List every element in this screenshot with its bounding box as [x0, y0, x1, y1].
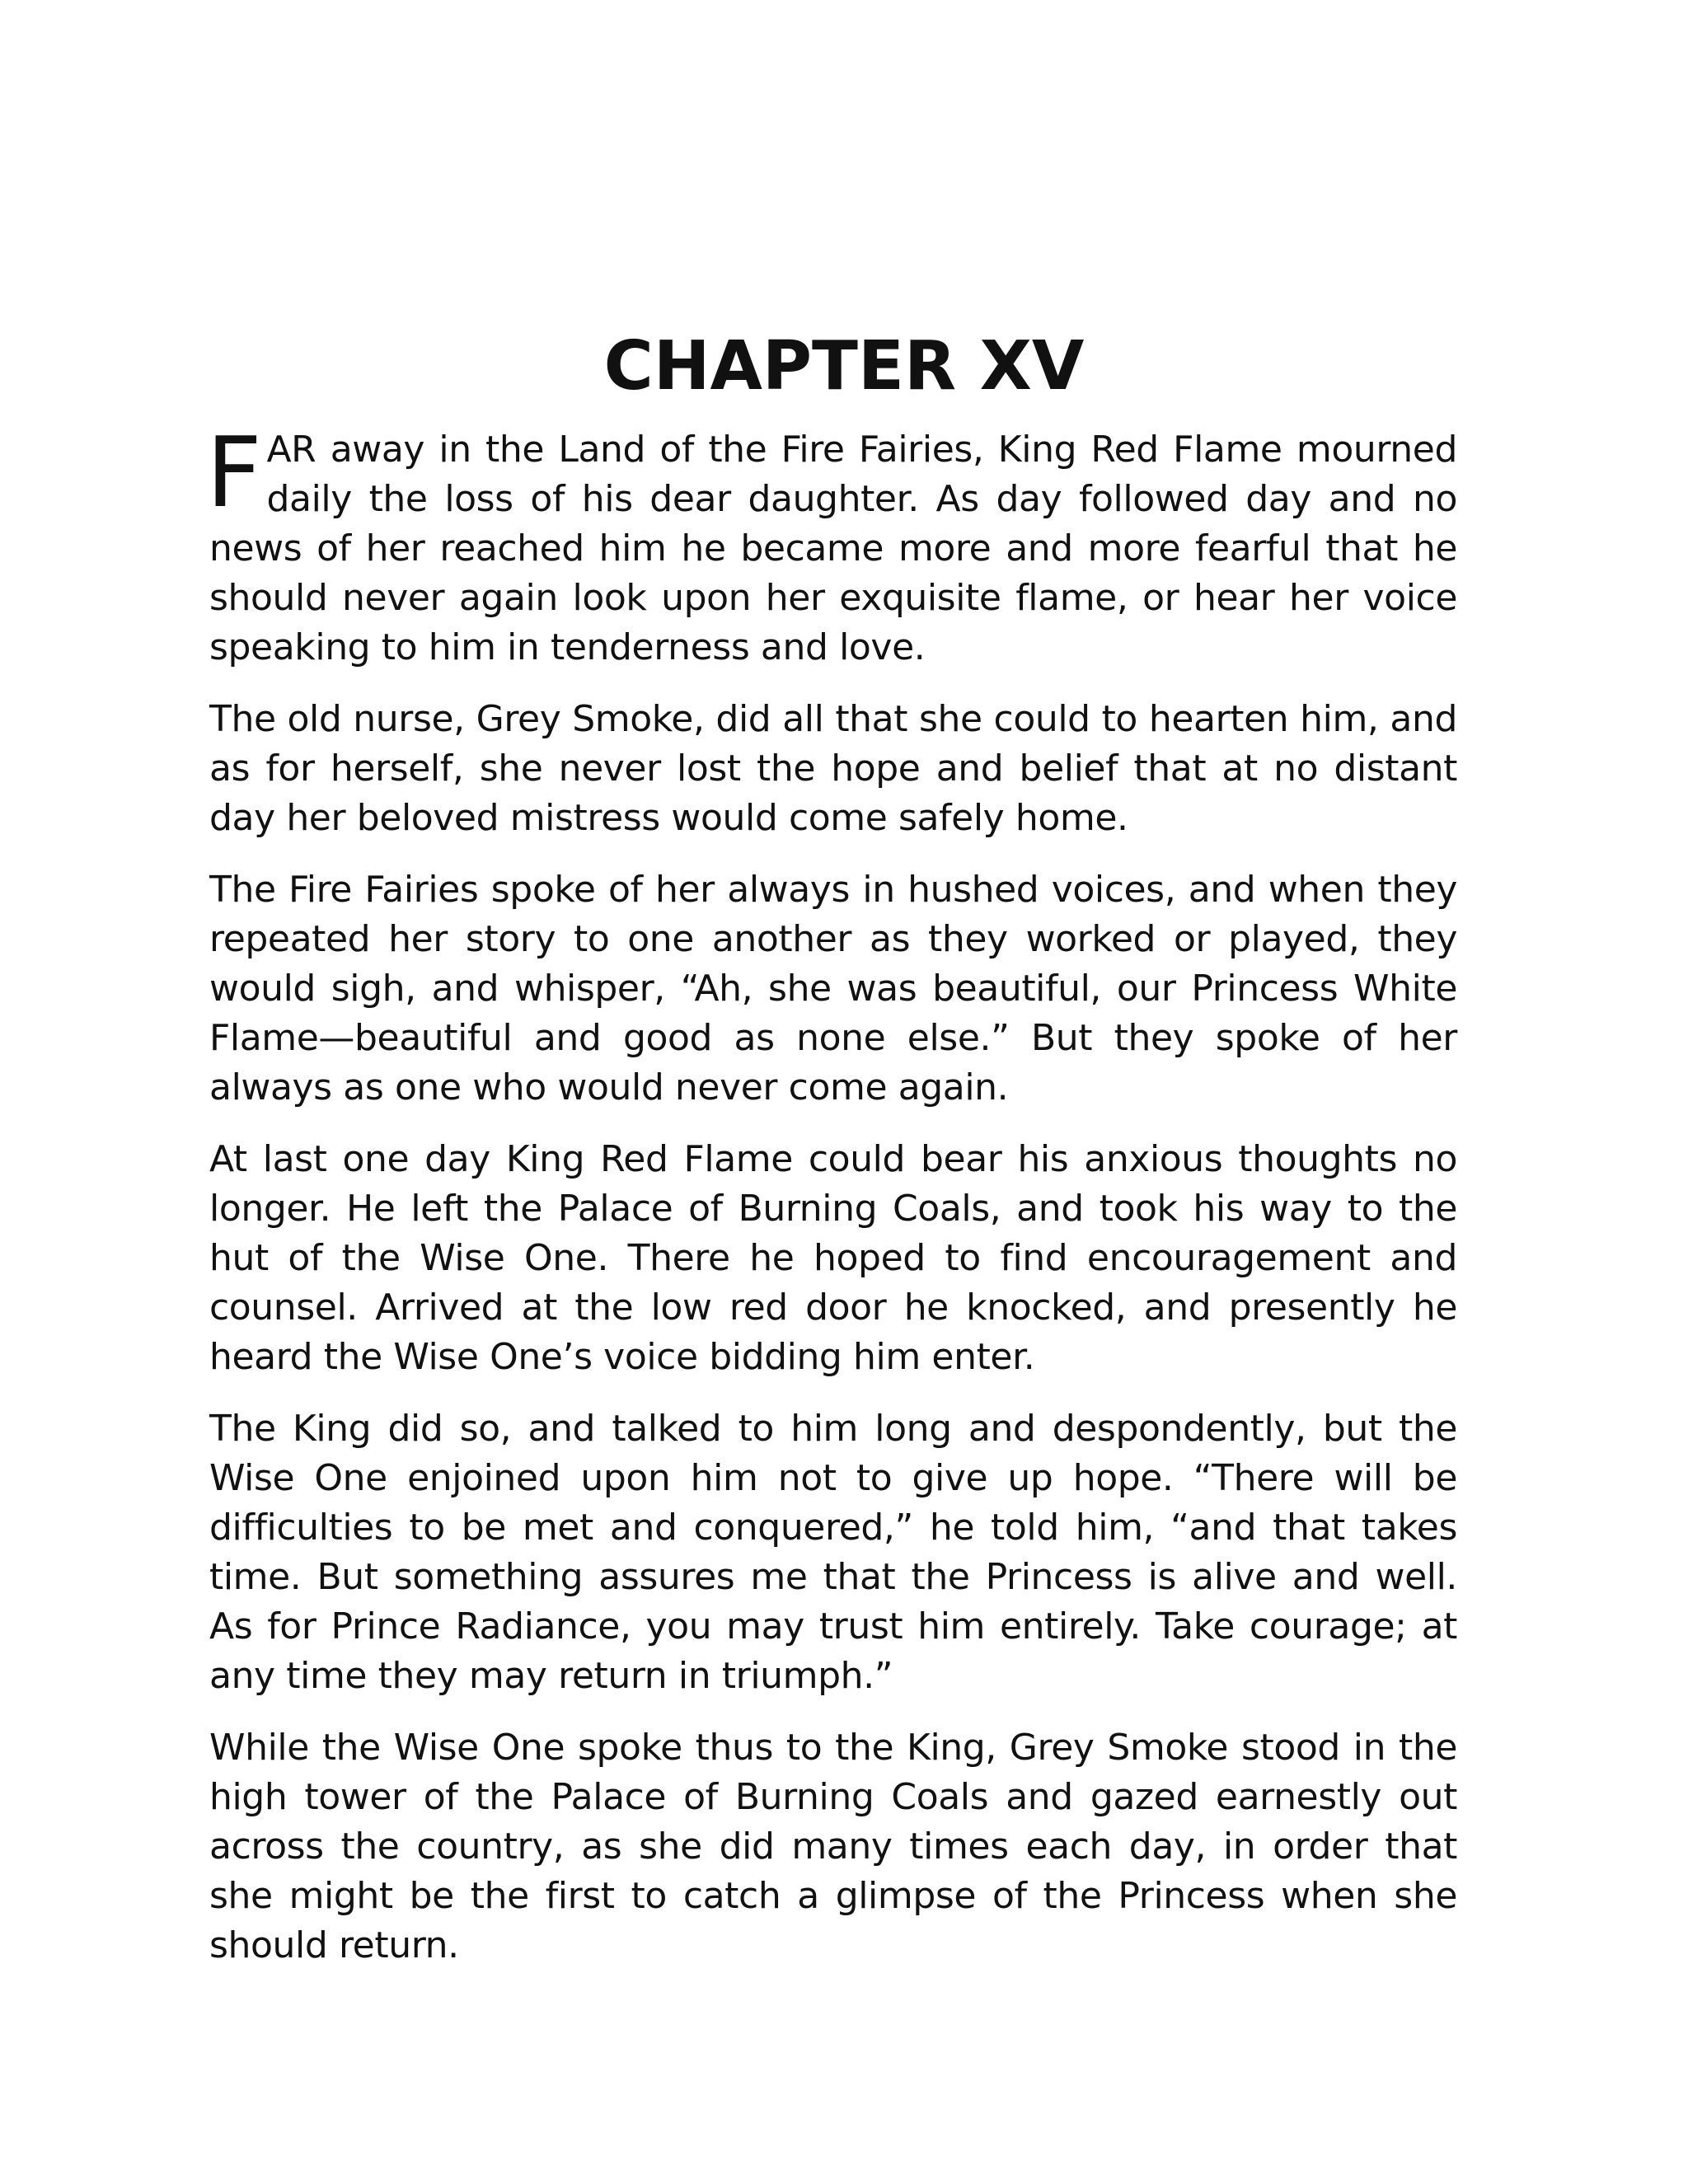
- chapter-title: CHAPTER XV: [603, 327, 1085, 405]
- paragraph-2: The old nurse, Grey Smoke, did all that she could to hearten him, and as for herself, she never lost the hope and belief that at no distant day her beloved mistress would come safely home.: [209, 698, 1457, 839]
- paragraph-6: While the Wise One spoke thus to the King, Grey Smoke stood in the high tower of the Palace of Burning Coals and gazed earnestly out across the country, as she did many times each day, in order that she might be the first to catch a glimpse of the Princess when she should return.: [209, 1727, 1457, 1966]
- drop-cap: F: [206, 415, 262, 529]
- paragraph-3: The Fire Fairies spoke of her always in hushed voices, and when they repeated her story to one another as they worked or played, they would sigh, and whisper, “Ah, she was beautiful, our Princess White Flame—beautiful and good as none else.” But they spoke of her always as one who would never come again.: [209, 869, 1457, 1108]
- paragraph-4: At last one day King Red Flame could bear his anxious thoughts no longer. He left the Palace of Burning Coals, and took his way to the hut of the Wise One. There he hoped to find encouragement and counsel. Arrived at the low red door he knocked, and presently he heard the Wise One’s voice bidding him enter.: [209, 1138, 1457, 1378]
- chapter-body: [206, 415, 1457, 1993]
- paragraph-1-text: AR away in the Land of the Fire Fairies, King Red Flame mourned daily the loss of his dear daughter. As day followed day and no news of her reached him he became more and more fearful that he should never again look upon her exquisite flame, or hear her voice speaking to him in tenderness and love.: [209, 429, 1457, 668]
- paragraph-1: [206, 415, 1457, 673]
- paragraph-5: The King did so, and talked to him long and despondently, but the Wise One enjoined upon him not to give up hope. “There will be difficulties to be met and conquered,” he told him, “and that takes time. But something assures me that the Princess is alive and well. As for Prince Radiance, you may trust him entirely. Take courage; at any time they may return in triumph.”: [209, 1408, 1457, 1697]
